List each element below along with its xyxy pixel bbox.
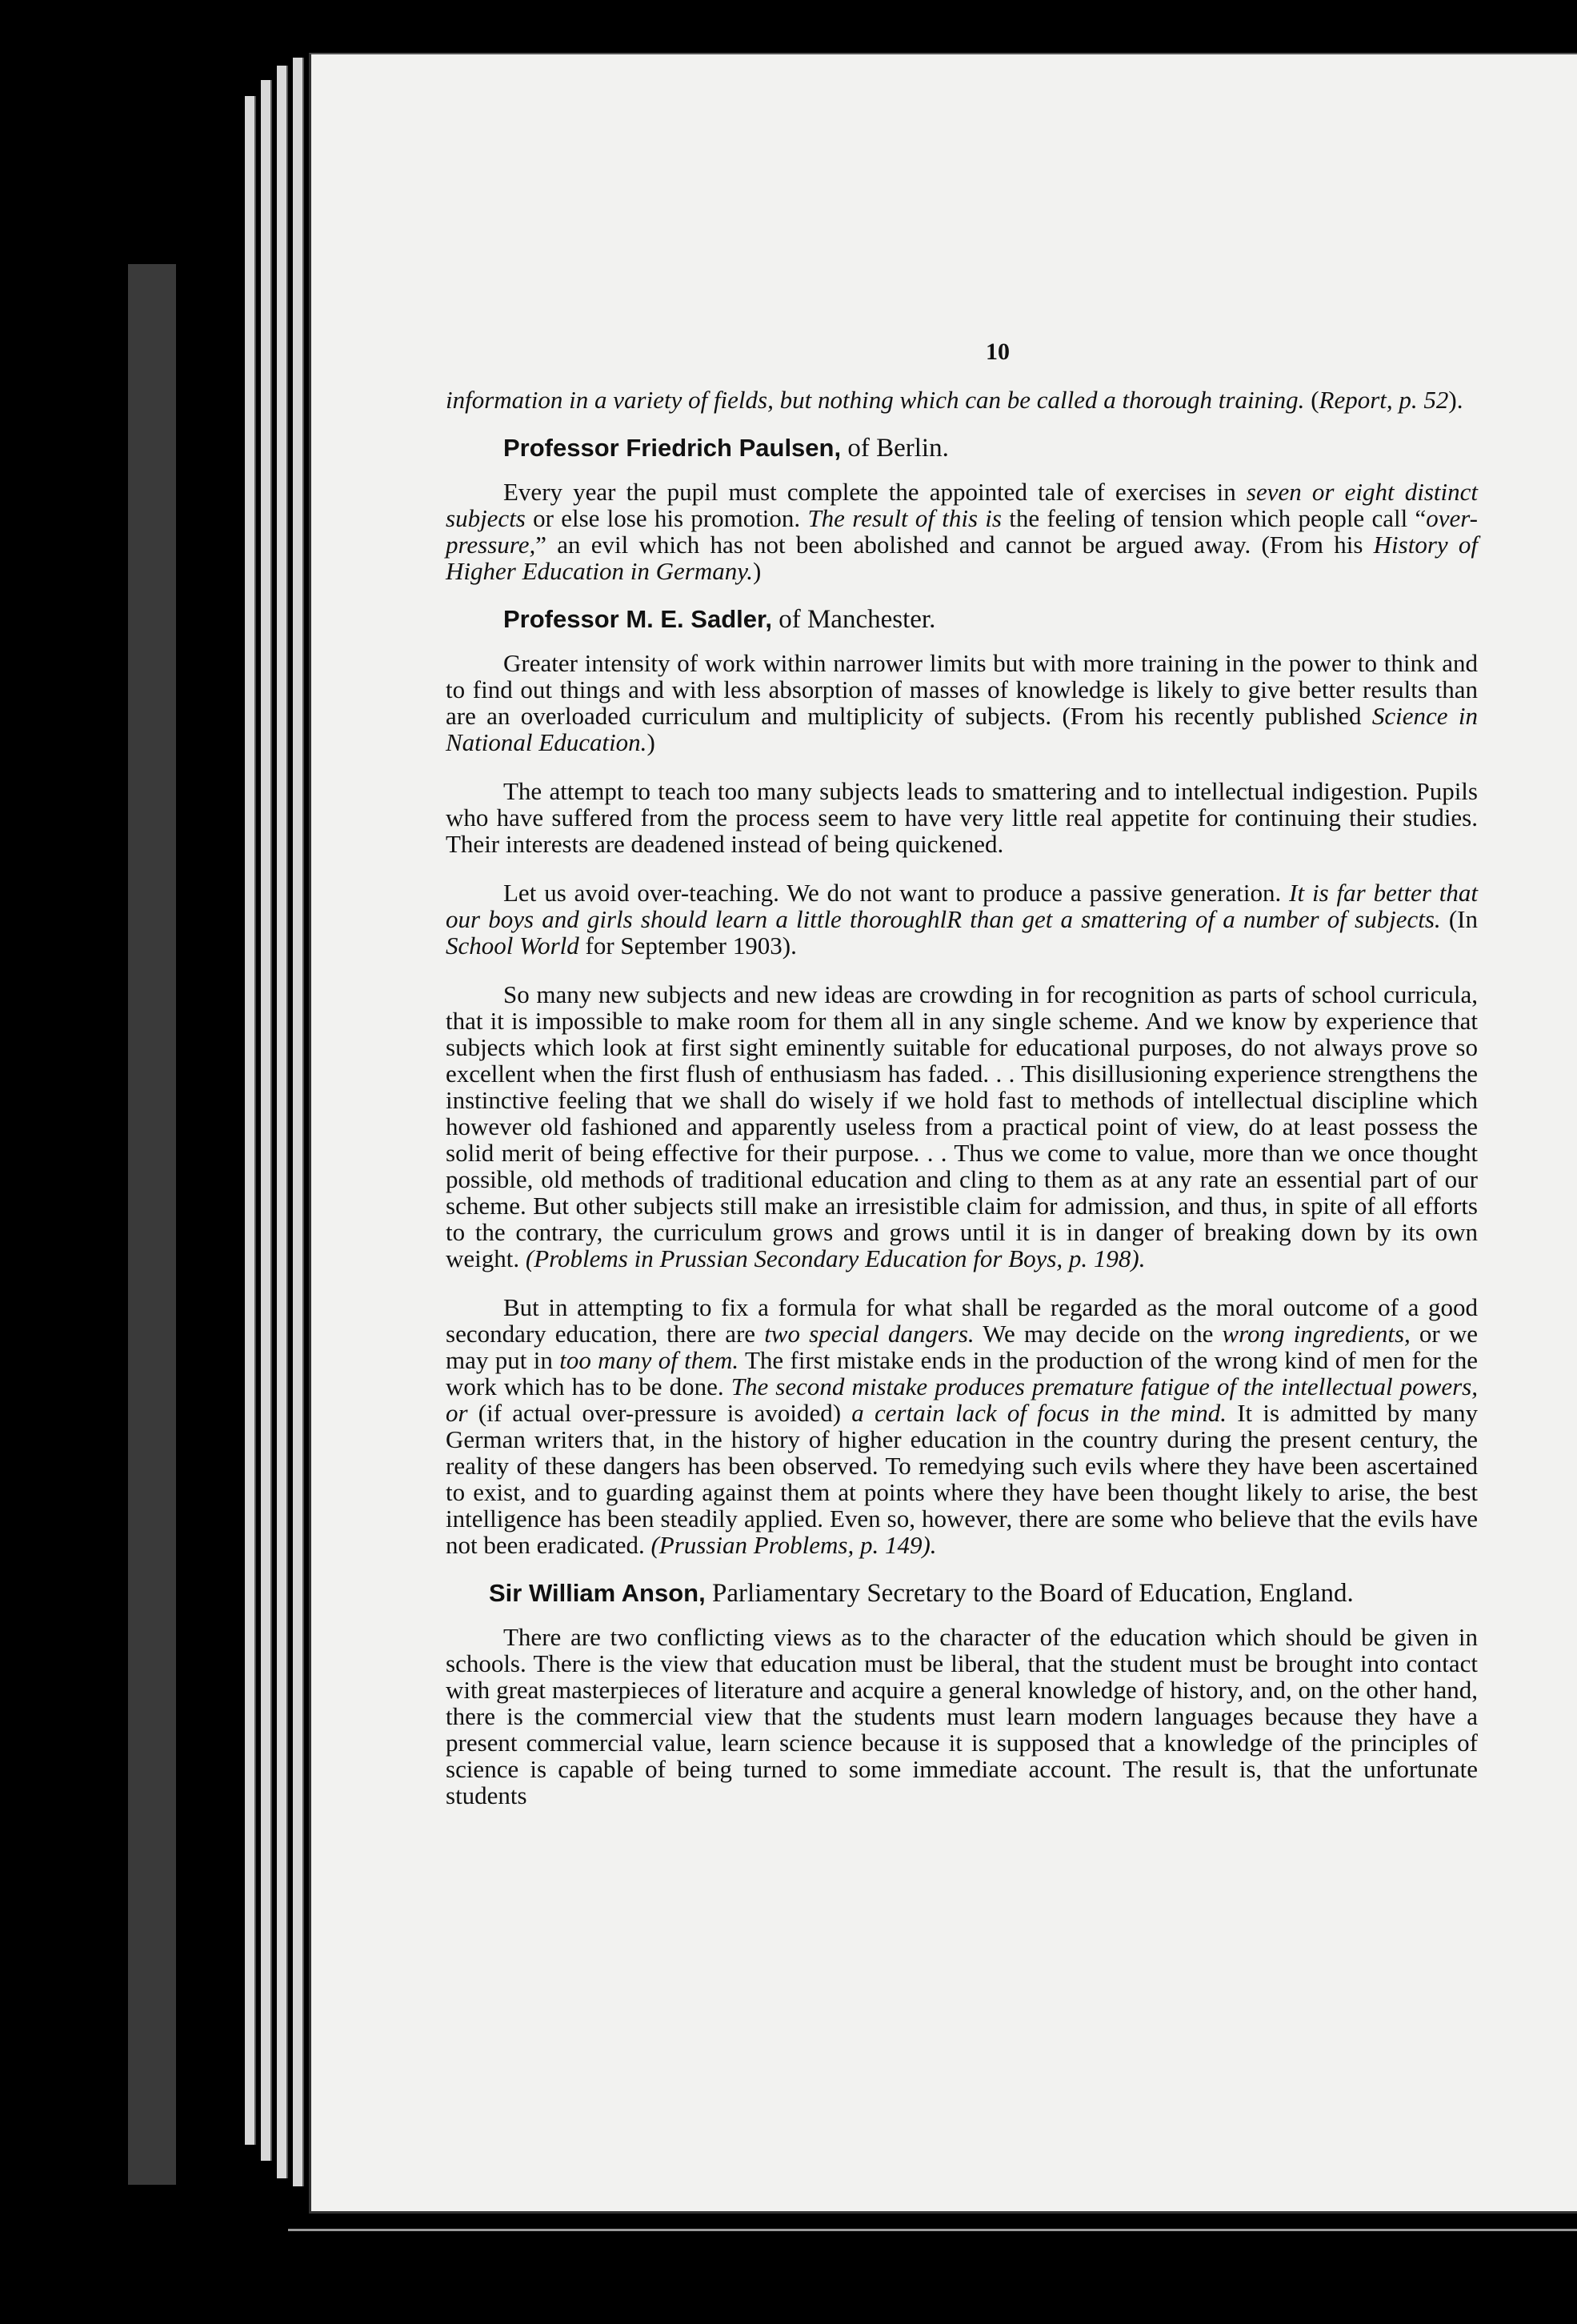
- italic-text: over-pressure,: [446, 504, 1478, 559]
- italic-citation: (Prussian Problems, p. 149).: [650, 1531, 937, 1559]
- heading-paulsen: [503, 434, 1478, 463]
- text: It is admitted by many German writers that, in the history of higher education in the country during the present century, the reality of these dangers has been observed. To remedying such evils where they have been ascertained to exist, and to guarding against them at points where they have been thought likely to arise, the best intelligence has been steadily applied. Even so, however, there are some who believe that the evils have not been eradicated.: [446, 1399, 1478, 1559]
- text: So many new subjects and new ideas are crowding in for recognition as parts of school curricula, that it is impossible to make room for them all in any single scheme. And we know by experience that subjects which look at first sight eminently suitable for educational purposes, do not always prove so excellent when the first flush of enthusiasm has faded. . . This disillusioning experience strengthens the instinctive feeling that we shall do wisely if we hold fast to methods of intellectual discipline which however old fashioned and apparently useless from a practical point of view, do at least possess the solid merit of being effective for their purpose. . . Thus we come to value, more than we once thought possible, old methods of traditional education and cling to them as at any rate an essential part of our scheme. But other subjects still make an irresistible claim for admission, and thus, in spite of all efforts to the contrary, the curriculum grows and grows until it is in danger of breaking down by its own weight.: [446, 980, 1478, 1272]
- intro-italic: information in a variety of fields, but nothing which can be called a thorough training.: [446, 386, 1305, 414]
- author-name: Sir William Anson,: [489, 1579, 706, 1607]
- intro-text-end: ).: [1448, 386, 1463, 414]
- author-name: Professor M. E. Sadler,: [503, 605, 772, 633]
- text: (In: [1440, 905, 1478, 933]
- italic-text: School World: [446, 932, 579, 960]
- intro-paragraph: [446, 387, 1478, 413]
- author-affiliation: of Manchester.: [771, 605, 936, 634]
- page-bottom-edge: [288, 2229, 1577, 2231]
- text: ): [646, 728, 655, 756]
- page-content: [446, 339, 1478, 1809]
- sadler-paragraph-5: [446, 1294, 1478, 1558]
- paulsen-paragraph: [446, 479, 1478, 584]
- text: (if actual over-pressure is avoided): [467, 1399, 852, 1427]
- page-edge: [277, 66, 288, 2178]
- italic-text: seven or eight distinct subjects: [446, 478, 1478, 532]
- page-edge: [245, 96, 256, 2145]
- italic-text: It is far better that our boys and girls should learn a little thoroughlR than get a smattering of a number of subjects.: [446, 879, 1478, 933]
- italic-text: The second mistake produces premature fatigue of the intellectual powers, or: [446, 1372, 1478, 1427]
- book-shadow: [128, 264, 176, 2185]
- page-number: 10: [986, 339, 1010, 365]
- intro-text: (: [1304, 386, 1319, 414]
- text: or else lose his promotion.: [525, 504, 808, 532]
- italic-text: too many of them.: [559, 1346, 739, 1374]
- author-affiliation: Parliamentary Secretary to the Board of Education, England.: [705, 1579, 1354, 1608]
- heading-sadler: [503, 605, 1478, 634]
- document-page: [309, 53, 1577, 2214]
- italic-text: History of Higher Education in Germany.: [446, 531, 1478, 585]
- text: ): [753, 557, 762, 585]
- italic-text: wrong ingredients,: [1222, 1320, 1411, 1348]
- text: The first mistake ends in the production of the wrong kind of men for the work which has to be done.: [446, 1346, 1478, 1400]
- italic-text: The result of this is: [807, 504, 1002, 532]
- text: Greater intensity of work within narrower limits but with more training in the power to think and to find out things and with less absorption of masses of knowledge is likely to give better results than are an overloaded curriculum and multiplicity of subjects. (From his recently published: [446, 649, 1478, 730]
- intro-citation: Report, p. 52: [1319, 386, 1449, 414]
- italic-citation: (Problems in Prussian Secondary Education for Boys, p. 198).: [525, 1244, 1146, 1272]
- text: But in attempting to fix a formula for what shall be regarded as the moral outcome of a good secondary education, there are: [446, 1293, 1478, 1348]
- italic-text: two special dangers.: [764, 1320, 975, 1348]
- heading-anson: [446, 1579, 1478, 1608]
- sadler-paragraph-4: [446, 981, 1478, 1272]
- italic-text: Science in National Education.: [446, 702, 1478, 756]
- text: We may decide on the: [974, 1320, 1223, 1348]
- text: the feeling of tension which people call “: [1001, 504, 1427, 532]
- text: for September 1903).: [578, 932, 797, 960]
- sadler-paragraph-1: [446, 650, 1478, 755]
- author-affiliation: of Berlin.: [841, 434, 949, 463]
- sadler-paragraph-3: [446, 880, 1478, 959]
- author-name: Professor Friedrich Paulsen,: [503, 434, 842, 462]
- italic-text: a certain lack of focus in the mind.: [851, 1399, 1227, 1427]
- sadler-paragraph-2: The attempt to teach too many subjects leads to smattering and to intellectual indigestion. Pupils who have suffered from the process seem to have very little real appetite for continuing their studies. Their interests are deadened instead of being quickened.: [446, 777, 1478, 858]
- page-edge: [293, 58, 304, 2186]
- text: Every year the pupil must complete the appointed tale of exercises in: [503, 478, 1247, 506]
- text: Let us avoid over-teaching. We do not want to produce a passive generation.: [503, 879, 1290, 907]
- text: or we may put in: [446, 1320, 1478, 1374]
- text: ” an evil which has not been abolished and cannot be argued away. (From his: [535, 531, 1374, 559]
- page-edge: [261, 80, 272, 2161]
- anson-paragraph: There are two conflicting views as to the character of the education which should be given in schools. There is the view that education must be liberal, that the student must be brought into contact with great masterpieces of literature and acquire a general knowledge of history, and, on the other hand, there is the commercial view that the students must learn modern languages because they have a present commercial value, learn science because it is supposed that a knowledge of the principles of science is capable of being turned to some immediate account. The result is, that the unfortunate students: [446, 1623, 1478, 1809]
